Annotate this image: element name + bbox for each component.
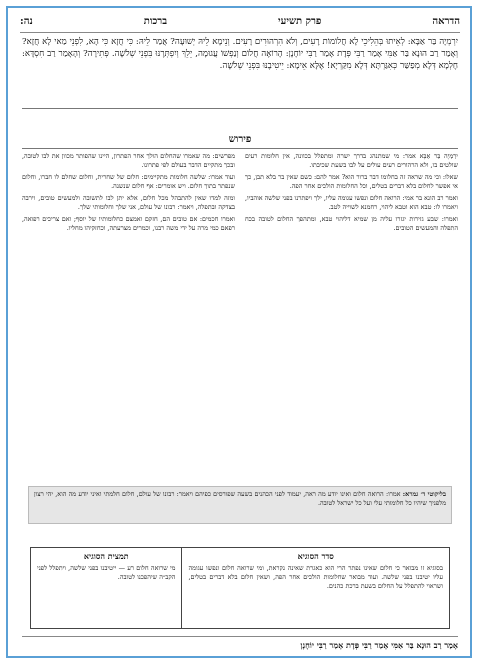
header-page-number: נה: (20, 15, 33, 27)
order-of-sugya (181, 548, 449, 628)
commentary-paragraph: ואמרו חכמים: אם טובים הם, חזקם ואמצם כחלומותיו של יוסף; ואם צריכים רפואה, רפאם כמי מרה על ידי משה רבנו, וכמרים מצרעתה, וכחזקיהו מחליו. (22, 215, 235, 232)
header-section-name: הדראה (432, 15, 460, 27)
note-text: אמרו: הרואה חלום ואינו יודע מה ראה, יעמוד לפני הכהנים בשעה שפורסים כפיהם ויאמר: רבונו של עולם, חלום חלמתי ואיני יודע מה הוא, יהי רצון מלפניך שיהיו כל חלומותי עלי ועל כל ישראל לטובה. (34, 490, 446, 507)
summary-title: תמצית הסוגיא (83, 551, 129, 561)
commentary-columns (22, 152, 458, 442)
order-text: בסוגיא זו מבואר כי חלום שאינו נפתר הרי הוא כאגרת שאינה נקראת, ומי שרואה חלום ונפשו עגומה עליו יטיבנו בפני שלשה. ועוד מבואר שחלומות הולכים אחר הפה, ושאין חלום בלא דברים בטלים, ושראוי להתפלל על החלום בשעת ברכת כהנים. (188, 564, 443, 590)
commentary-column-left (22, 152, 235, 442)
commentary-paragraph: ועוד אמרו: שלשה חלומות מתקיימים: חלום של שחרית, וחלום שחלם לו חברו, וחלום שנפתר בתוך חלום. ויש אומרים: אף חלום שנשנה. (22, 173, 235, 190)
commentary-title: פירוש (228, 134, 252, 145)
commentary-paragraph: ואמר רב הונא בר אמי: הרואה חלום ונפשו עגומה עליו, ילך ויפתרנו בפני שלשה אוהביו, ויאמרו לו: טבא הוא וטבא ליהוי, רחמנא לשוייה לטב. (245, 194, 458, 211)
commentary-paragraph: ומזה למדו שאין להתבהל מכל חלום, אלא יתן לבו לתשובה ולמעשים טובים, וירבה בצדקה ובתפלה, ויאמר: רבונו של עולם, אני שלך וחלומותי שלך. (22, 194, 235, 211)
page-footer: אָמַר רַב הוּנָא בַּר אַמִּי אָמַר רַבִּי פְּדָת אָמַר רַבִּי יוֹחָנָן (22, 636, 458, 650)
sugya-summary (31, 548, 181, 628)
commentary-paragraph: שאלו: וכי מה שראה זה בחלומו דבר ברור הוא? אמר להם: כשם שאין בר בלא תבן, כך אי אפשר לחלום בלא דברים בטלים, וכל החלומות הולכים אחר הפה. (245, 173, 458, 190)
divider (22, 148, 458, 149)
commentary-column-right (245, 152, 458, 442)
summary-box (30, 547, 450, 629)
header-chapter: פרק תשיעי (278, 15, 322, 27)
commentary-paragraph: ואמרו: שבע גזירות יגזרו עליה מן שמיא דליהוי טבא, ומתהפך החלום לטובה בכח התפלה והמעשים הטובים. (245, 215, 458, 232)
note-box (28, 486, 452, 524)
divider (22, 108, 458, 109)
commentary-paragraph: מפרשים: מה שאמרו שהחלום הולך אחר הפתרון, היינו שהפותר מכוון את לבו לטובה, ובכך מתקיים הדבר בעולם לפי פתרונו. (22, 152, 235, 169)
summary-text: מי שרואה חלום רע — ייטיבנו בפני שלשה, ויתפלל לפני הקב״ה שיהפכנו לטובה. (37, 564, 176, 581)
note-label: בליקוטי ד׳ גמרא: (402, 490, 446, 498)
order-title: סדר הסוגיא (297, 551, 334, 561)
gemara-text: יִרְמְיָה בַּר אַבָּא: לְאֵיתוּ בְּהֵלִיכֵי לָא חֲלוֹמוֹת רָעִים, וְלֹא הִרְהוּרִים רָעִים. וְנֵימָא לֵיהּ יְשׁוּעָה? אֲמַר לֵיהּ: כִּי חֲזָא כִּי הָא, לִפְנֵי מַאי לָא חֲזָא? וְאָמַר רַב הוּנָא בַּר אַמִּי אָמַר רַבִּי פְּדָת אָמַר רַבִּי יוֹחָנָן: הָרוֹאֶה חֲלוֹם וְנַפְשׁוֹ עֲגוּמָה, יֵלֵךְ וְיִפְתְּרֶנּוּ בִּפְנֵי שְׁלֹשָׁה. פְּתִירָה? וְהָאָמַר רַב חִסְדָּא: חֶלְמָא דְּלָא מְפַשַּׁר כְּאִגַּרְתָּא דְּלָא מִקַּרְיָא! אֶלָּא אֵימָא: יֵיטִיבֶנּוּ בִּפְנֵי שְׁלֹשָׁה. (22, 37, 458, 71)
page-header (20, 10, 460, 33)
header-tractate: ברכות (143, 15, 168, 27)
commentary-paragraph: יִרְמְיָה בַּר אַבָּא אמר: מי שמתנהג בדרך ישרה ומתפלל בכוונה, אין חלומות רעים שולטים בו, ולא הרהורים רעים עולים על לבו בשעת שכיבתו. (245, 152, 458, 169)
